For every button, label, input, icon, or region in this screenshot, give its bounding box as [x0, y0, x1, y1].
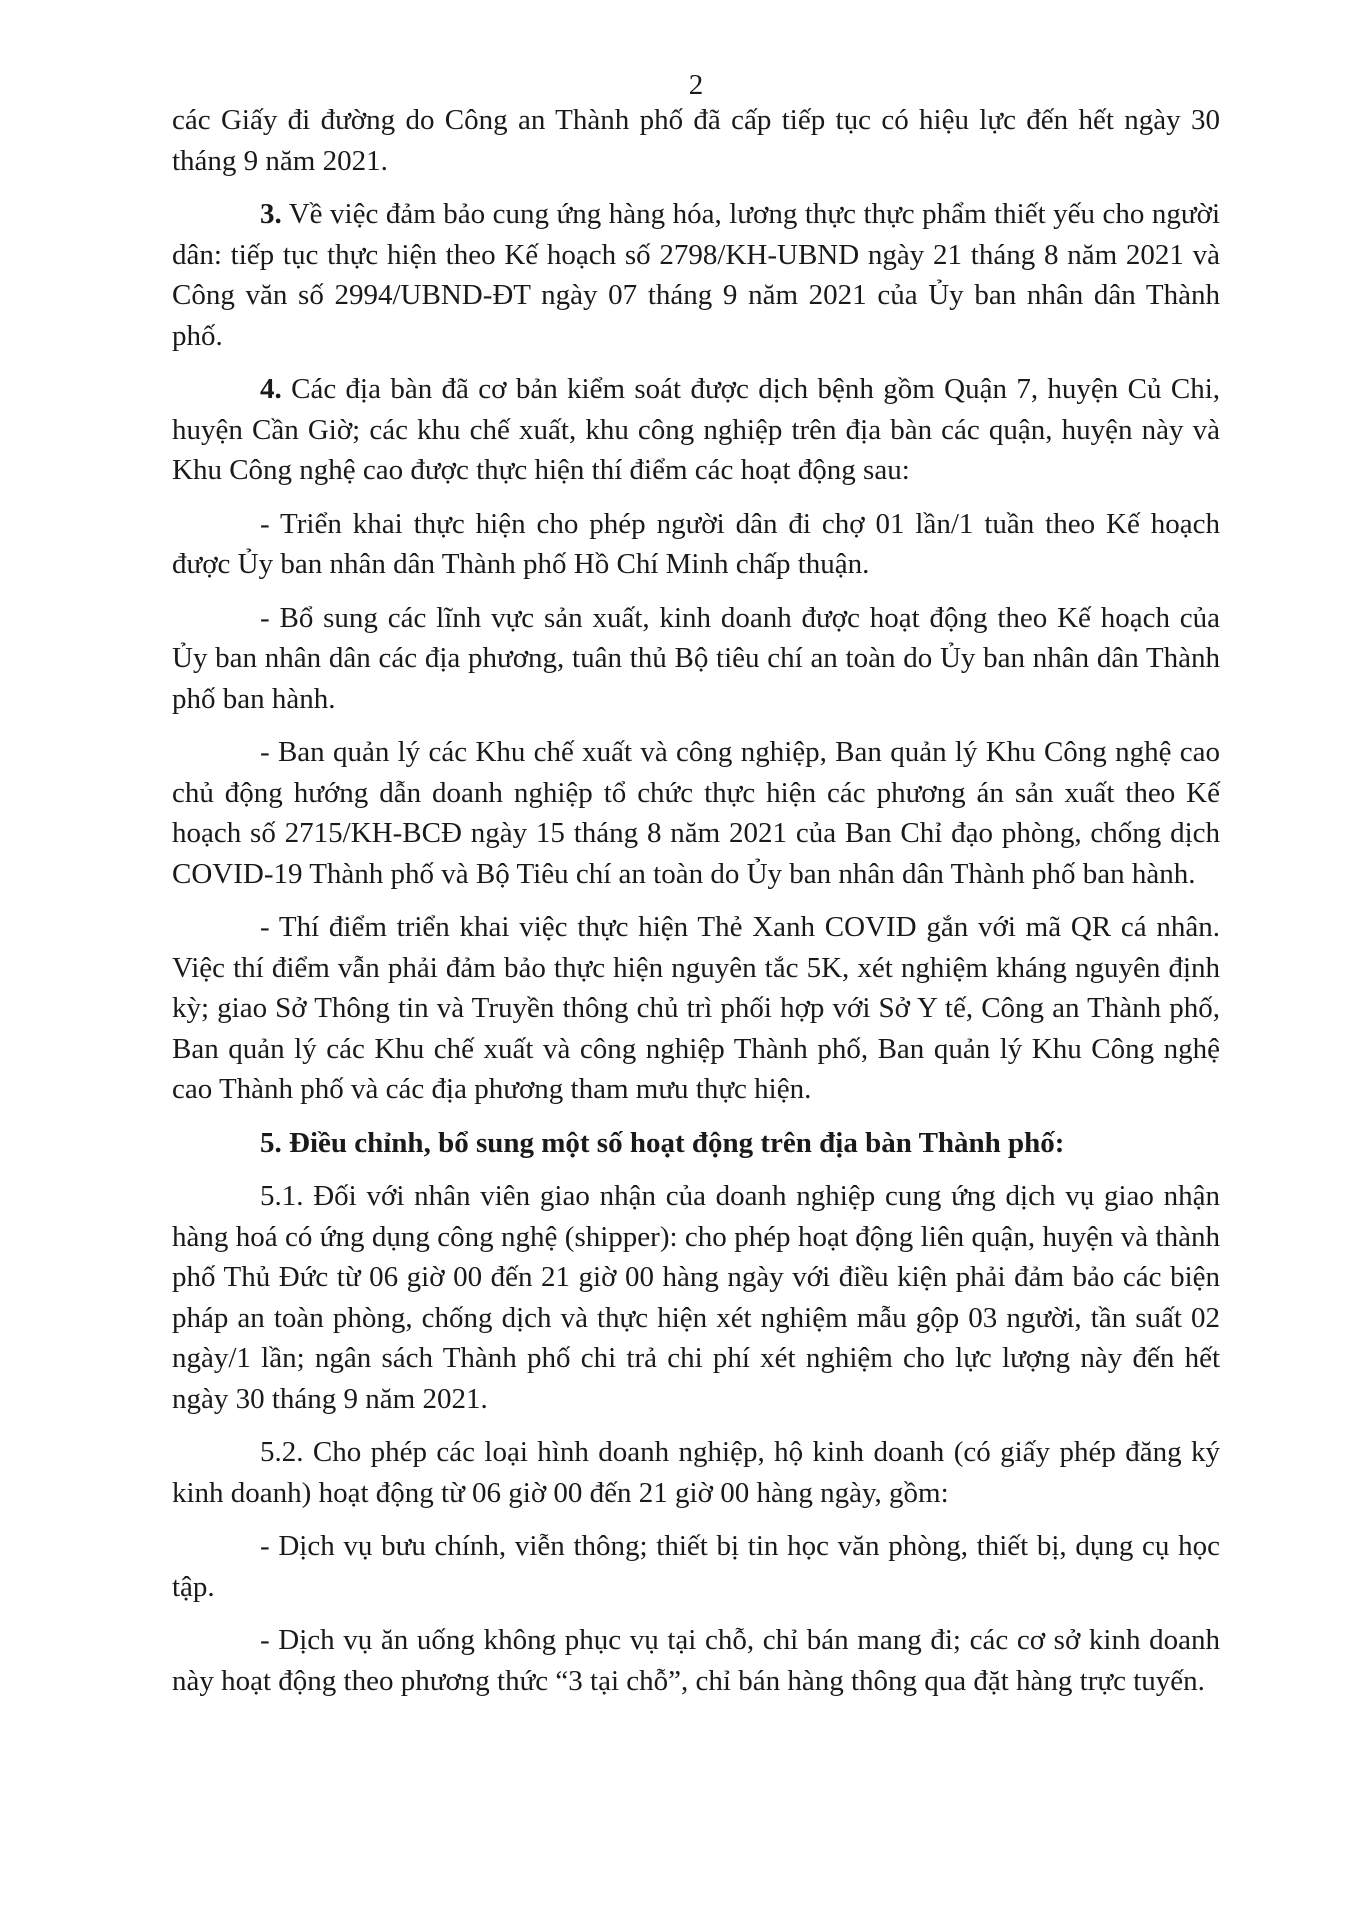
- section-heading-5: 5. Điều chỉnh, bổ sung một số hoạt động trên địa bàn Thành phố:: [260, 1126, 1065, 1159]
- section-number: 4.: [260, 373, 282, 405]
- list-item: - Bổ sung các lĩnh vực sản xuất, kinh doanh được hoạt động theo Kế hoạch của Ủy ban nhân dân các địa phương, tuân thủ Bộ tiêu chí an toàn do Ủy ban nhân dân Thành phố ban hành.: [172, 601, 1220, 715]
- list-item: - Triển khai thực hiện cho phép người dân đi chợ 01 lần/1 tuần theo Kế hoạch được Ủy ban nhân dân Thành phố Hồ Chí Minh chấp thuận.: [172, 507, 1220, 580]
- paragraph-subsection-5-2: 5.2. Cho phép các loại hình doanh nghiệp, hộ kinh doanh (có giấy phép đăng ký kinh doanh) hoạt động từ 06 giờ 00 đến 21 giờ 00 hàng ngày, gồm:: [172, 1436, 1220, 1509]
- list-item: - Dịch vụ bưu chính, viễn thông; thiết bị tin học văn phòng, thiết bị, dụng cụ học tập.: [172, 1530, 1220, 1603]
- paragraph-text: Về việc đảm bảo cung ứng hàng hóa, lương thực thực phẩm thiết yếu cho người dân: tiếp tục thực hiện theo Kế hoạch số 2798/KH-UBND ngày 21 tháng 8 năm 2021 và Công văn số 2994/UBND-ĐT ngày 07 tháng 9 năm 2021 của Ủy ban nhân dân Thành phố.: [172, 198, 1220, 352]
- page-number: 2: [688, 69, 704, 101]
- list-item: - Dịch vụ ăn uống không phục vụ tại chỗ, chỉ bán mang đi; các cơ sở kinh doanh này hoạt động theo phương thức “3 tại chỗ”, chỉ bán hàng thông qua đặt hàng trực tuyến.: [172, 1624, 1220, 1697]
- list-item: - Ban quản lý các Khu chế xuất và công nghiệp, Ban quản lý Khu Công nghệ cao chủ động hướng dẫn doanh nghiệp tổ chức thực hiện các phương án sản xuất theo Kế hoạch số 2715/KH-BCĐ ngày 15 tháng 8 năm 2021 của Ban Chỉ đạo phòng, chống dịch COVID-19 Thành phố và Bộ Tiêu chí an toàn do Ủy ban nhân dân Thành phố ban hành.: [172, 736, 1220, 890]
- paragraph-text: Các địa bàn đã cơ bản kiểm soát được dịch bệnh gồm Quận 7, huyện Củ Chi, huyện Cần Giờ; các khu chế xuất, khu công nghiệp trên địa bàn các quận, huyện này và Khu Công nghệ cao được thực hiện thí điểm các hoạt động sau:: [172, 373, 1220, 486]
- paragraph-continuation: các Giấy đi đường do Công an Thành phố đã cấp tiếp tục có hiệu lực đến hết ngày 30 tháng 9 năm 2021.: [172, 104, 1220, 177]
- document-page: [172, 0, 1220, 1920]
- paragraph-section-4: [172, 369, 1220, 491]
- paragraph-subsection-5-1: 5.1. Đối với nhân viên giao nhận của doanh nghiệp cung ứng dịch vụ giao nhận hàng hoá có ứng dụng công nghệ (shipper): cho phép hoạt động liên quận, huyện và thành phố Thủ Đức từ 06 giờ 00 đến 21 giờ 00 hàng ngày với điều kiện phải đảm bảo các biện pháp an toàn phòng, chống dịch và thực hiện xét nghiệm mẫu gộp 03 người, tần suất 02 ngày/1 lần; ngân sách Thành phố chi trả chi phí xét nghiệm cho lực lượng này đến hết ngày 30 tháng 9 năm 2021.: [172, 1180, 1220, 1415]
- list-item: - Thí điểm triển khai việc thực hiện Thẻ Xanh COVID gắn với mã QR cá nhân. Việc thí điểm vẫn phải đảm bảo thực hiện nguyên tắc 5K, xét nghiệm kháng nguyên định kỳ; giao Sở Thông tin và Truyền thông chủ trì phối hợp với Sở Y tế, Công an Thành phố, Ban quản lý các Khu chế xuất và công nghiệp Thành phố, Ban quản lý Khu Công nghệ cao Thành phố và các địa phương tham mưu thực hiện.: [172, 911, 1220, 1105]
- section-number: 3.: [260, 198, 282, 230]
- document-body: [172, 100, 1220, 1714]
- paragraph-section-3: [172, 194, 1220, 356]
